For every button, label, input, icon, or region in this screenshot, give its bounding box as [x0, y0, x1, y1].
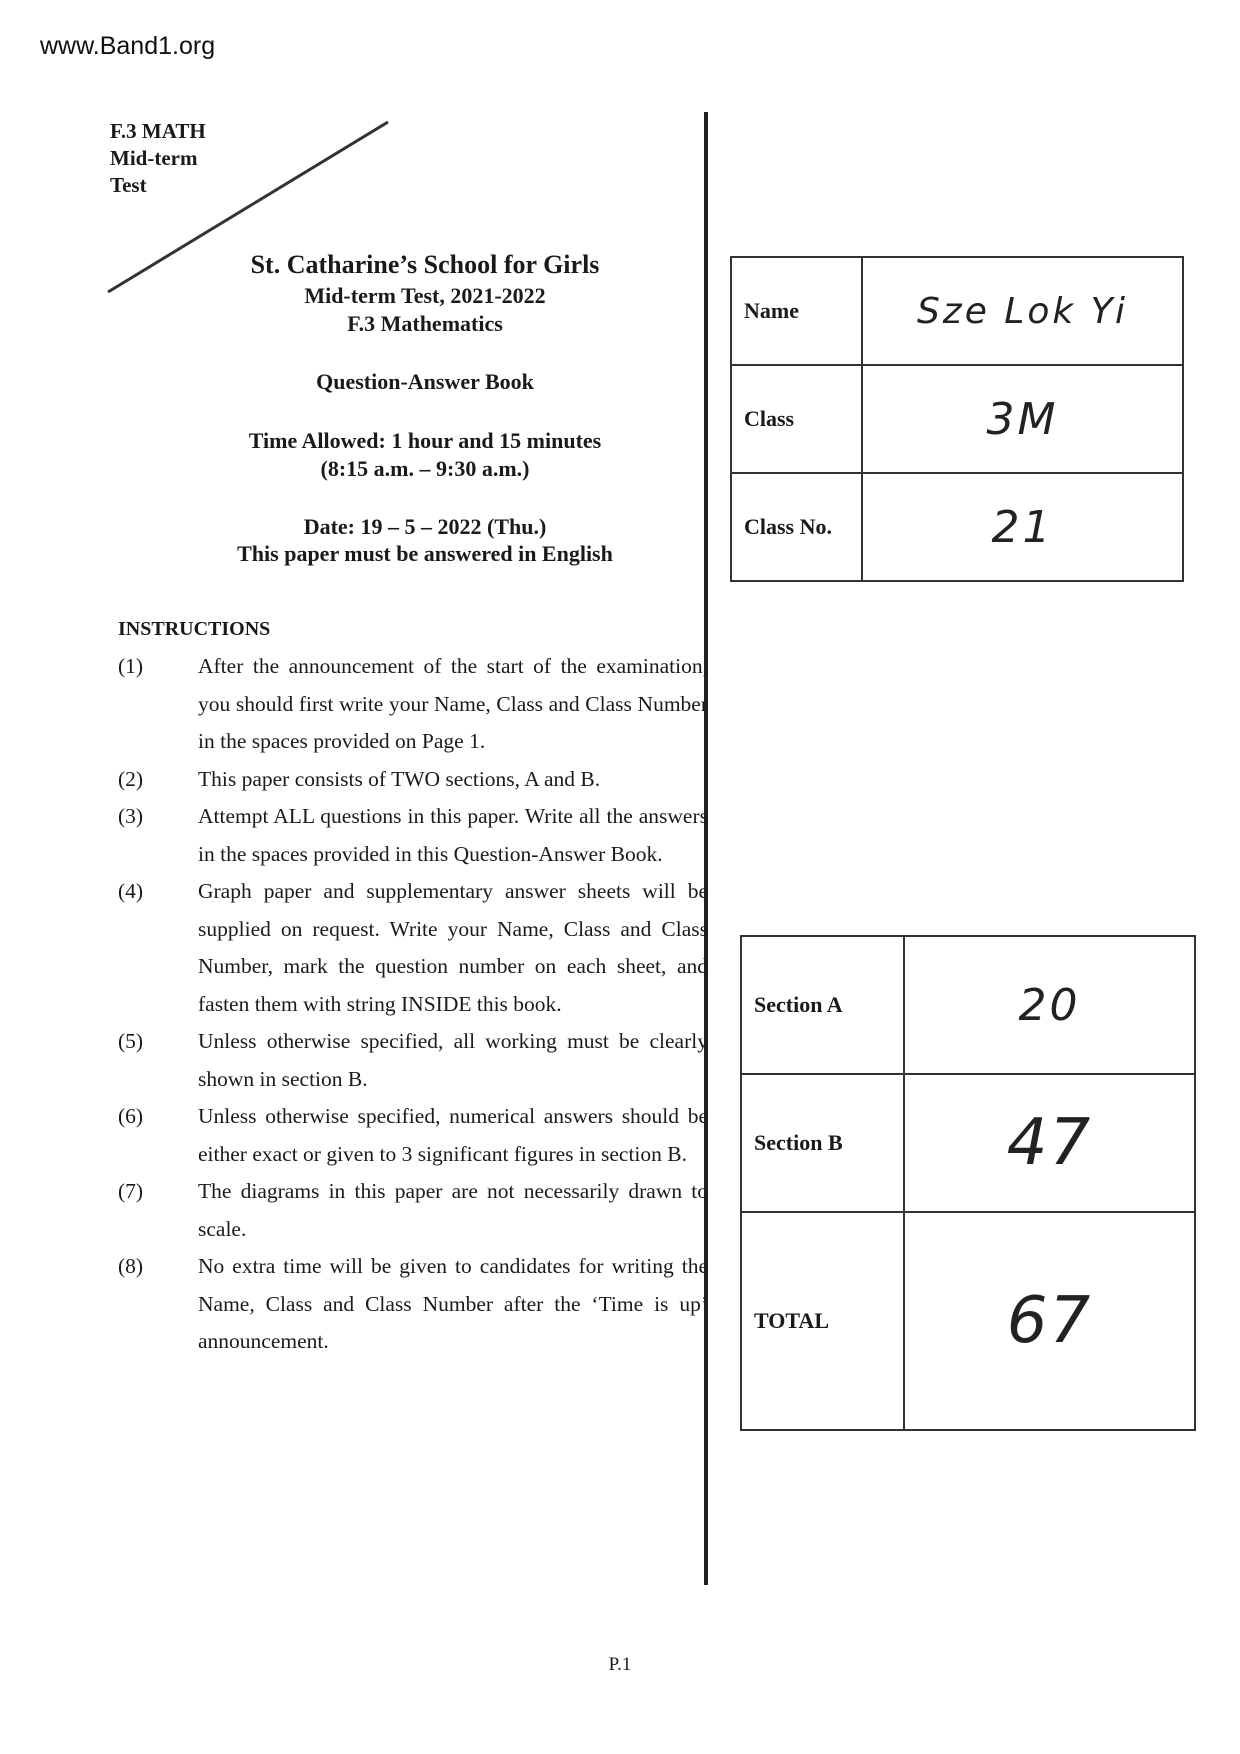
class-label: Class — [731, 365, 862, 473]
instruction-item — [118, 1023, 708, 1098]
student-info-box — [730, 256, 1184, 582]
instruction-number: (5) — [118, 1029, 144, 1053]
instruction-text: Graph paper and supplementary answer sheets will be supplied on request. Write your Name, Class and Class Number, mark the question number on each sheet, and fasten them with string INSIDE this book. — [198, 879, 708, 1016]
section-a-row — [741, 936, 1195, 1074]
section-a-label: Section A — [741, 936, 904, 1074]
instruction-text: Attempt ALL questions in this paper. Write all the answers in the spaces provided in this Question-Answer Book. — [198, 804, 708, 866]
total-score[interactable]: 67 — [904, 1212, 1195, 1430]
student-classno-row — [731, 473, 1183, 581]
time-allowed: Time Allowed: 1 hour and 15 minutes — [248, 428, 602, 453]
student-class-row — [731, 365, 1183, 473]
instruction-item — [118, 648, 708, 761]
instruction-number: (3) — [118, 804, 144, 828]
instructions-list — [118, 648, 708, 1361]
time-range: (8:15 a.m. – 9:30 a.m.) — [320, 456, 530, 481]
name-value[interactable]: Sze Lok Yi — [862, 257, 1183, 365]
instruction-item — [118, 1098, 708, 1173]
instruction-text: No extra time will be given to candidates for writing the Name, Class and Class Number after the ‘Time is up’ announcement. — [198, 1254, 708, 1353]
page-number: P.1 — [608, 1654, 632, 1675]
corner-line-1: F.3 MATH — [110, 119, 206, 143]
section-a-score[interactable]: 20 — [904, 936, 1195, 1074]
instruction-number: (8) — [118, 1254, 144, 1278]
instruction-item — [118, 761, 708, 799]
instruction-text: The diagrams in this paper are not necessarily drawn to scale. — [198, 1179, 708, 1241]
exam-date: Date: 19 – 5 – 2022 (Thu.) — [303, 514, 547, 539]
score-box — [740, 935, 1196, 1431]
subject-title: F.3 Mathematics — [347, 311, 503, 336]
instruction-number: (7) — [118, 1179, 144, 1203]
school-name: St. Catharine’s School for Girls — [250, 250, 600, 279]
instructions-heading: INSTRUCTIONS — [118, 618, 271, 640]
section-b-label: Section B — [741, 1074, 904, 1212]
name-label: Name — [731, 257, 862, 365]
instruction-number: (4) — [118, 879, 144, 903]
corner-line-2: Mid-term — [110, 146, 198, 170]
book-title: Question-Answer Book — [316, 369, 534, 394]
corner-line-3: Test — [110, 173, 147, 197]
instruction-text: This paper consists of TWO sections, A and B. — [198, 766, 601, 791]
total-row — [741, 1212, 1195, 1430]
instruction-item — [118, 798, 708, 873]
total-label: TOTAL — [741, 1212, 904, 1430]
instruction-number: (6) — [118, 1104, 144, 1128]
instruction-text: After the announcement of the start of the examination, you should first write your Name, Class and Class Number in the spaces provided on Page 1. — [198, 654, 708, 753]
section-b-score[interactable]: 47 — [904, 1074, 1195, 1212]
test-title: Mid-term Test, 2021-2022 — [304, 283, 546, 308]
instruction-text: Unless otherwise specified, numerical answers should be either exact or given to 3 significant figures in section B. — [198, 1104, 708, 1166]
language-note: This paper must be answered in English — [237, 541, 613, 566]
instruction-item — [118, 1173, 708, 1248]
student-name-row — [731, 257, 1183, 365]
instruction-item — [118, 873, 708, 1023]
instruction-number: (2) — [118, 766, 144, 791]
section-b-row — [741, 1074, 1195, 1212]
instruction-item — [118, 1248, 708, 1361]
instruction-text: Unless otherwise specified, all working must be clearly shown in section B. — [198, 1029, 708, 1091]
class-value[interactable]: 3M — [862, 365, 1183, 473]
class-number-label: Class No. — [731, 473, 862, 581]
instruction-number: (1) — [118, 654, 144, 678]
watermark: www.Band1.org — [40, 32, 216, 60]
class-number-value[interactable]: 21 — [862, 473, 1183, 581]
